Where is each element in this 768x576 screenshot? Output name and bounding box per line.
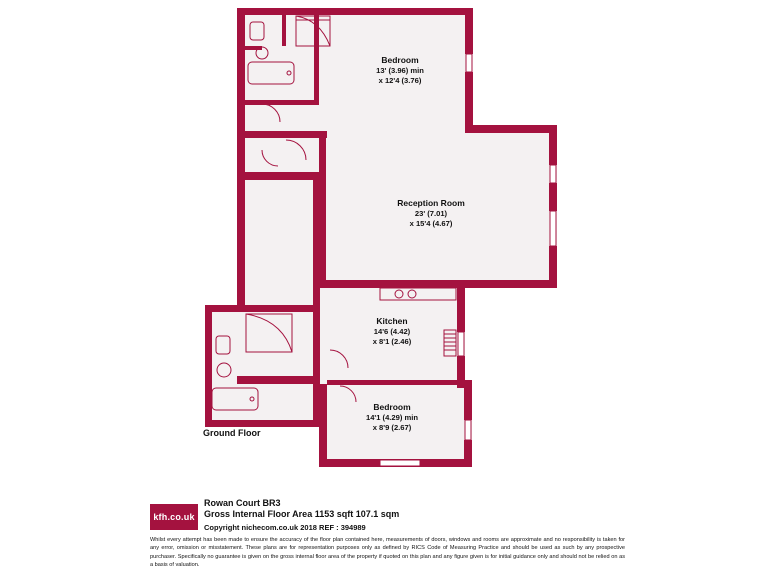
room-name: Reception Room xyxy=(397,198,465,208)
room-dimension-1: 14'1 (4.29) min xyxy=(365,413,419,423)
floor-label: Ground Floor xyxy=(203,428,261,438)
room-dimension-2: x 8'1 (2.46) xyxy=(372,337,412,347)
footer xyxy=(0,490,768,576)
room-dimension-1: 23' (7.01) xyxy=(414,209,448,219)
room-dimension-2: x 12'4 (3.76) xyxy=(378,76,422,86)
disclaimer-text: Whilst every attempt has been made to ensure the accuracy of the floor plan contained here, measurements of doors, windows and rooms are approximate and no responsibility is taken for any error, omission or misstatement. These plans are for representation purposes only as defined by RICS Code of Measuring Practice and should be used as such by any prospective purchaser. Specifically no guarantee is given on the gross internal floor area of the property if quoted on this plan and any figure given is for initial guidance only and should not be relied on as a basis of valuation. xyxy=(150,537,625,569)
floor-area-text: Gross Internal Floor Area 1153 sqft 107.1 sqm xyxy=(204,509,400,519)
room-name: Bedroom xyxy=(373,402,411,412)
room-dimension-1: 14'6 (4.42) xyxy=(373,327,411,337)
room-dimension-2: x 8'9 (2.67) xyxy=(372,423,412,433)
room-name: Kitchen xyxy=(376,316,408,326)
kfh-logo[interactable]: kfh.co.uk xyxy=(150,504,198,530)
room-name: Bedroom xyxy=(381,55,419,65)
copyright-text: Copyright nichecom.co.uk 2018 REF : 394989 xyxy=(204,523,366,532)
property-title: Rowan Court BR3 xyxy=(204,498,281,508)
room-dimension-2: x 15'4 (4.67) xyxy=(409,219,453,229)
room-label-kitchen xyxy=(332,316,452,347)
room-label-reception-room xyxy=(371,198,491,229)
room-label-bedroom-top xyxy=(340,55,460,86)
room-label-bedroom-bottom xyxy=(332,402,452,433)
room-dimension-1: 13' (3.96) min xyxy=(376,66,424,76)
